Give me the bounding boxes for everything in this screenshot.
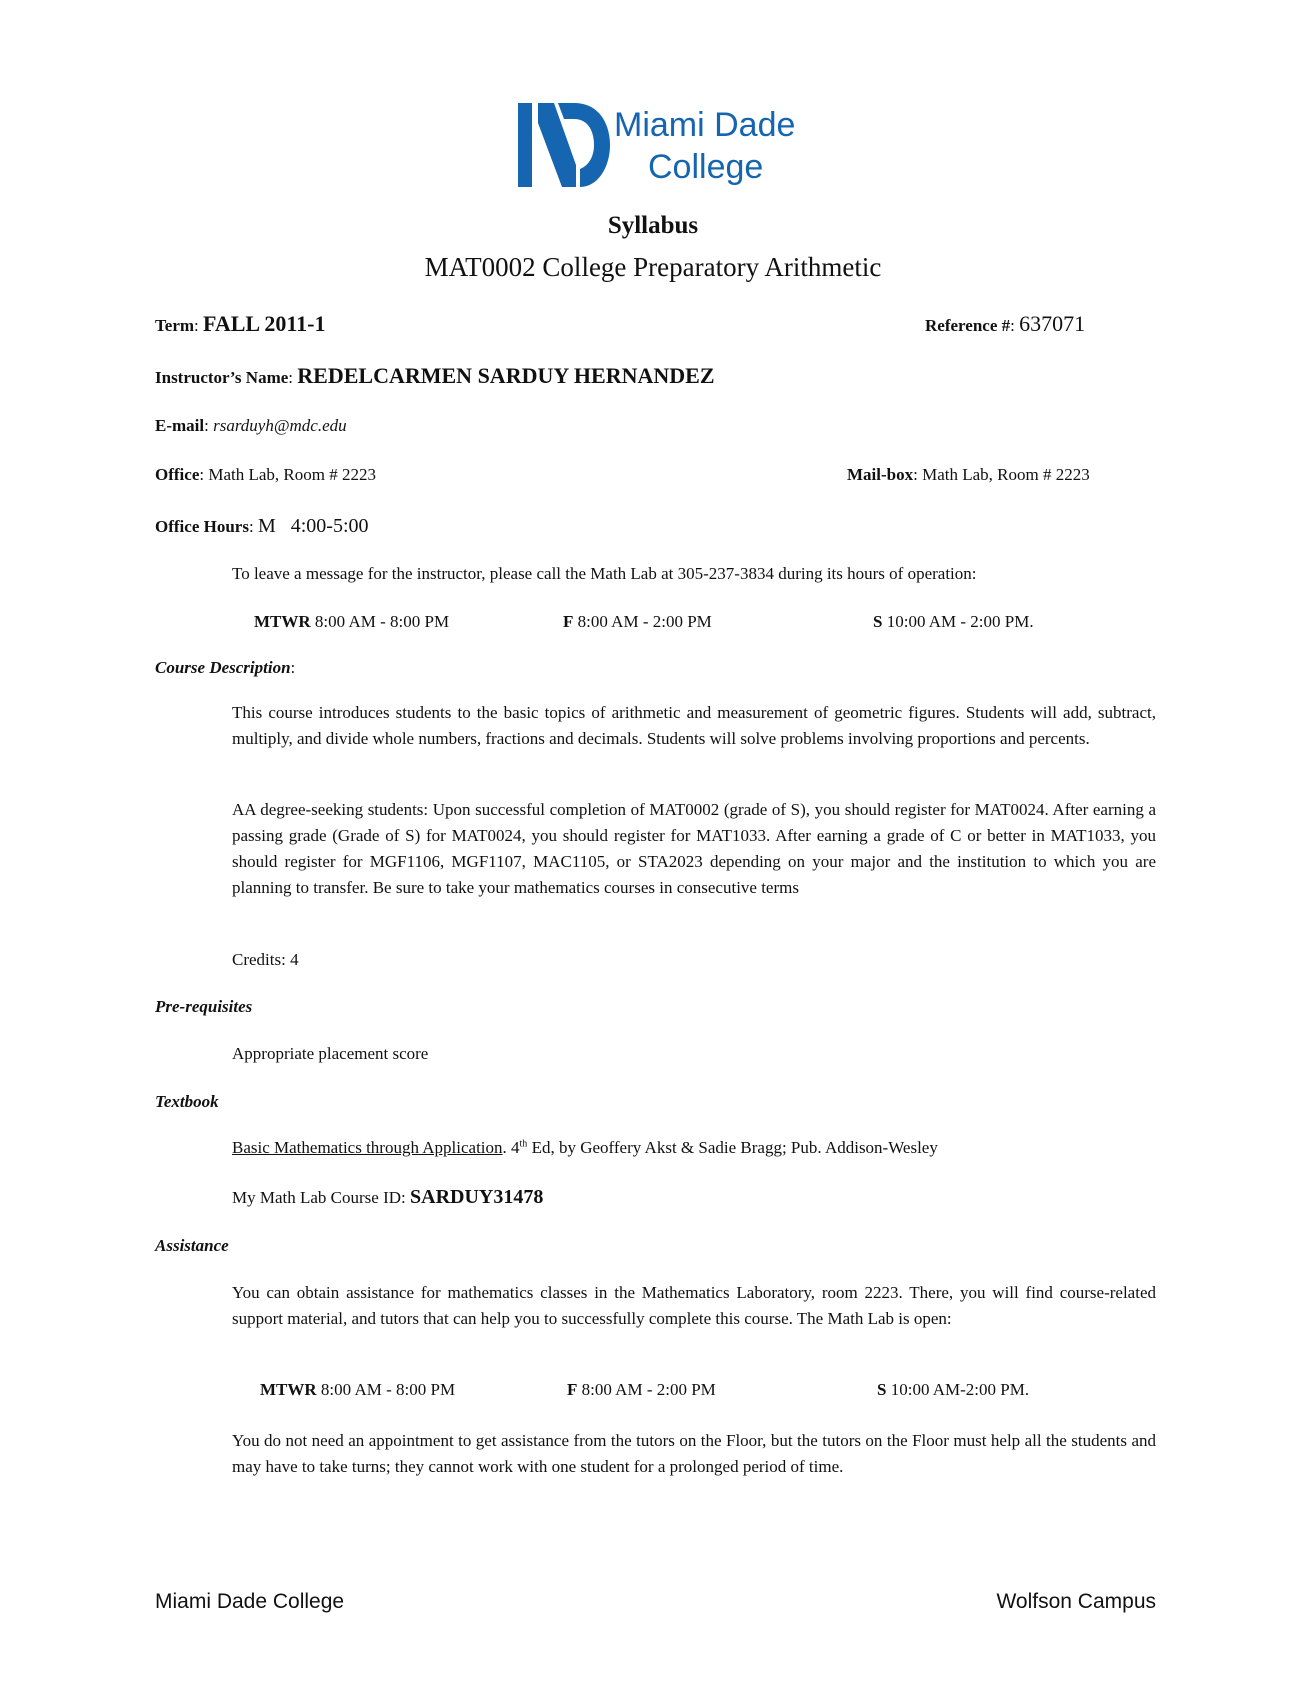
office-hours-value: M 4:00-5:00 (257, 515, 369, 537)
mailbox-label: Mail-box (847, 465, 914, 484)
message-text: To leave a message for the instructor, please call the Math Lab at 305-237-3834 during its hours of operation: (232, 564, 977, 583)
assistance-schedule-f: F 8:00 AM - 2:00 PM (567, 1380, 716, 1399)
message-schedule-mtwr: MTWR 8:00 AM - 8:00 PM (254, 612, 450, 631)
textbook-title: Basic Mathematics through Application (232, 1138, 503, 1157)
prereq-text: Appropriate placement score (232, 1044, 429, 1063)
logo-mark-icon (518, 103, 610, 191)
term-value: FALL 2011-1 (203, 311, 326, 336)
assistance-schedule-mtwr: MTWR 8:00 AM - 8:00 PM (260, 1380, 456, 1399)
course-description-p2: AA degree-seeking students: Upon successful completion of MAT0002 (grade of S), you should register for MAT0024. After earning a passing grade (Grade of S) for MAT0024, you should register for MAT1033. After earning a grade of C or better in MAT1033, you should register for MGF1106, MGF1107, MAC1105, or STA2023 depending on your major and the institution to which you are planning to transfer. Be sure to take your mathematics courses in consecutive terms (232, 800, 1156, 897)
office-hours-label: Office Hours (155, 517, 249, 536)
office-value: Math Lab, Room # 2223 (208, 465, 376, 484)
logo-line1: Miami Dade (614, 106, 796, 144)
term-label: Term (155, 316, 195, 335)
college-logo (518, 103, 798, 193)
message-schedule-s: S 10:00 AM - 2:00 PM. (873, 612, 1034, 631)
logo-line2: College (648, 148, 764, 186)
footer-right: Wolfson Campus (996, 1590, 1156, 1613)
reference-label: Reference # (925, 316, 1011, 335)
reference-line: Reference #: 637071 (925, 311, 1086, 336)
office-hours-line: Office Hours: M 4:00-5:00 (155, 515, 369, 537)
office-label: Office (155, 465, 200, 484)
instructor-value: REDELCARMEN SARDUY HERNANDEZ (297, 363, 715, 388)
textbook-heading: Textbook (155, 1092, 219, 1111)
message-schedule-f: F 8:00 AM - 2:00 PM (563, 612, 712, 631)
mymathlab-line: My Math Lab Course ID: SARDUY31478 (232, 1186, 544, 1208)
course-description-heading: Course Description: (155, 658, 296, 677)
page-title: Syllabus (607, 212, 699, 239)
instructor-line: Instructor’s Name: REDELCARMEN SARDUY HERNANDEZ (155, 363, 715, 388)
prereq-heading: Pre-requisites (155, 997, 253, 1016)
email-label: E-mail (155, 416, 205, 435)
assistance-p2: You do not need an appointment to get assistance from the tutors on the Floor, but the tutors on the Floor must help all the students and may have to take turns; they cannot work with one student for a prolonged period of time. (232, 1431, 1156, 1476)
course-description-p1: This course introduces students to the basic topics of arithmetic and measurement of geometric figures. Students will add, subtract, multiply, and divide whole numbers, fractions and decimals. Students will solve problems involving proportions and percents. (232, 703, 1156, 748)
instructor-label: Instructor’s Name (155, 368, 289, 387)
page-subtitle: MAT0002 College Preparatory Arithmetic (424, 252, 882, 282)
assistance-heading: Assistance (155, 1236, 229, 1255)
textbook-line: Basic Mathematics through Application. 4th Ed, by Geoffery Akst & Sadie Bragg; Pub. Addison-Wesley (232, 1138, 938, 1157)
mailbox-value: Math Lab, Room # 2223 (922, 465, 1090, 484)
footer-left: Miami Dade College (155, 1590, 345, 1613)
email-value[interactable]: rsarduyh@mdc.edu (213, 416, 347, 435)
term-line: Term: FALL 2011-1 (155, 311, 326, 336)
email-line: E-mail: rsarduyh@mdc.edu (155, 416, 347, 435)
assistance-p1: You can obtain assistance for mathematics classes in the Mathematics Laboratory, room 2223. There, you will find course-related support material, and tutors that can help you to successfully complete this course. The Math Lab is open: (232, 1283, 1156, 1328)
mymathlab-id: SARDUY31478 (410, 1186, 544, 1208)
reference-value: 637071 (1019, 311, 1086, 336)
office-line: Office: Math Lab, Room # 2223 (155, 465, 376, 484)
mailbox-line: Mail-box: Math Lab, Room # 2223 (847, 465, 1090, 484)
credits: Credits: 4 (232, 950, 299, 969)
assistance-schedule-s: S 10:00 AM-2:00 PM. (877, 1380, 1030, 1399)
